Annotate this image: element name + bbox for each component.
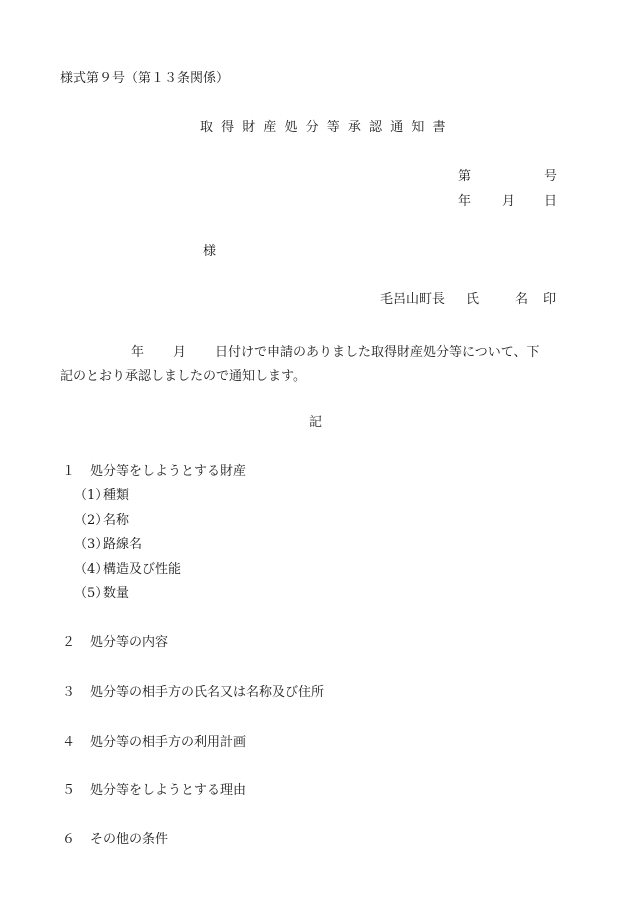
seal-mark: 印 <box>543 292 557 307</box>
item-1-number: １ <box>62 464 76 479</box>
issue-date-day: 日 <box>544 194 558 209</box>
issue-number-suffix: 号 <box>544 169 558 184</box>
subitem-4-number: （4） <box>74 562 109 577</box>
issue-date-month: 月 <box>502 194 516 209</box>
item-5-text: 処分等をしようとする理由 <box>90 783 247 798</box>
subitem-3-text: 路線名 <box>103 537 143 552</box>
item-6-number: ６ <box>62 832 76 847</box>
item-6-text: その他の条件 <box>90 832 169 847</box>
sender-name-label-shi: 氏 <box>466 292 480 307</box>
item-5-number: ５ <box>62 783 76 798</box>
item-2-number: ２ <box>62 635 76 650</box>
body-date-month: 月 <box>173 345 187 360</box>
item-3-number: ３ <box>62 685 76 700</box>
item-2-text: 処分等の内容 <box>90 635 169 650</box>
subitem-5-text: 数量 <box>103 586 130 601</box>
subitem-4-text: 構造及び性能 <box>103 562 182 577</box>
issue-date-year: 年 <box>458 194 472 209</box>
subitem-3-number: （3） <box>74 537 109 552</box>
item-3-text: 処分等の相手方の氏名又は名称及び住所 <box>90 685 325 700</box>
subitem-1-text: 種類 <box>103 488 130 503</box>
subitem-1-number: （1） <box>74 488 109 503</box>
subitem-2-number: （2） <box>74 513 109 528</box>
body-text-line-2: 記のとおり承認しましたので通知します。 <box>60 369 306 384</box>
form-number-label: 様式第９号（第１３条関係） <box>60 71 230 86</box>
ki-heading: 記 <box>309 415 323 430</box>
sender-name-label-mei: 名 <box>515 292 529 307</box>
addressee-honorific: 様 <box>203 244 217 259</box>
sender-title: 毛呂山町長 <box>380 292 446 307</box>
body-date-year: 年 <box>131 345 145 360</box>
item-1-text: 処分等をしようとする財産 <box>90 464 247 479</box>
item-4-text: 処分等の相手方の利用計画 <box>90 735 247 750</box>
issue-number-prefix: 第 <box>458 169 472 184</box>
body-text-line-1: 日付けで申請のありました取得財産処分等について、下 <box>215 345 540 360</box>
subitem-2-text: 名称 <box>103 513 130 528</box>
item-4-number: ４ <box>62 735 76 750</box>
subitem-5-number: （5） <box>74 586 109 601</box>
document-title: 取 得 財 産 処 分 等 承 認 通 知 書 <box>200 120 448 135</box>
